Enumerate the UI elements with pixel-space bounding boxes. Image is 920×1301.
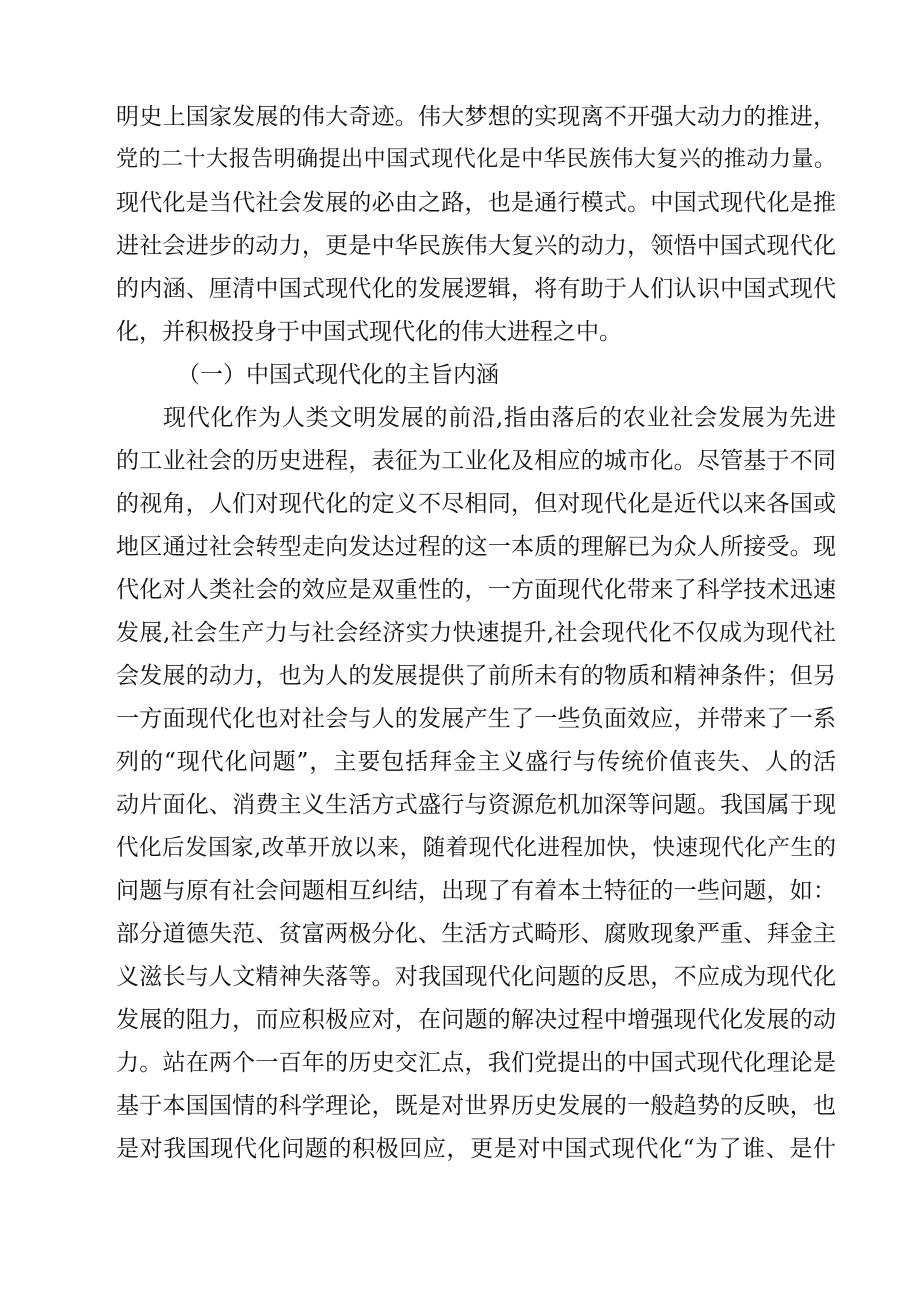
paragraph-line: 现代化作为人类文明发展的前沿,指由落后的农业社会发展为先进 — [163, 405, 836, 431]
paragraph-line: 一方面现代化也对社会与人的发展产生了一些负面效应，并带来了一系 — [116, 706, 836, 732]
paragraph-line: 发展,社会生产力与社会经济实力快速提升,社会现代化不仅成为现代社 — [116, 620, 836, 646]
paragraph-line: 基于本国国情的科学理论，既是对世界历史发展的一般趋势的反映，也 — [116, 1093, 836, 1119]
paragraph-line: 力。站在两个一百年的历史交汇点，我们党提出的中国式现代化理论是 — [116, 1050, 836, 1076]
paragraph-line: 进社会进步的动力，更是中华民族伟大复兴的动力，领悟中国式现代化 — [116, 233, 836, 259]
paragraph-line: 会发展的动力，也为人的发展提供了前所未有的物质和精神条件；但另 — [116, 663, 836, 689]
paragraph-line: 代化后发国家,改革开放以来，随着现代化进程加快，快速现代化产生的 — [116, 835, 836, 861]
paragraph-line: 代化对人类社会的效应是双重性的，一方面现代化带来了科学技术迅速 — [116, 577, 836, 603]
paragraph-line: 地区通过社会转型走向发达过程的这一本质的理解已为众人所接受。现 — [116, 534, 836, 560]
section-heading: （一）中国式现代化的主旨内涵 — [177, 362, 499, 388]
paragraph-line: 问题与原有社会问题相互纠结，出现了有着本土特征的一些问题，如： — [116, 878, 836, 904]
paragraph-line: 的视角，人们对现代化的定义不尽相同，但对现代化是近代以来各国或 — [116, 491, 836, 517]
paragraph-line: 化，并积极投身于中国式现代化的伟大进程之中。 — [116, 319, 622, 345]
paragraph-line: 现代化是当代社会发展的必由之路，也是通行模式。中国式现代化是推 — [116, 190, 836, 216]
paragraph-line: 的内涵、厘清中国式现代化的发展逻辑，将有助于人们认识中国式现代 — [116, 276, 836, 302]
paragraph-line: 列的“现代化问题”，主要包括拜金主义盛行与传统价值丧失、人的活 — [116, 749, 836, 775]
paragraph-line: 部分道德失范、贫富两极分化、生活方式畸形、腐败现象严重、拜金主 — [116, 921, 836, 947]
paragraph-line: 是对我国现代化问题的积极回应，更是对中国式现代化“为了谁、是什 — [116, 1136, 836, 1162]
paragraph-line: 党的二十大报告明确提出中国式现代化是中华民族伟大复兴的推动力量。 — [116, 147, 836, 172]
paragraph-line: 发展的阻力，而应积极应对，在问题的解决过程中增强现代化发展的动 — [116, 1007, 836, 1033]
paragraph-line: 义滋长与人文精神失落等。对我国现代化问题的反思，不应成为现代化 — [116, 964, 836, 990]
paragraph-line: 动片面化、消费主义生活方式盛行与资源危机加深等问题。我国属于现 — [116, 792, 836, 818]
paragraph-line: 的工业社会的历史进程，表征为工业化及相应的城市化。尽管基于不同 — [116, 448, 836, 474]
paragraph-line: 明史上国家发展的伟大奇迹。伟大梦想的实现离不开强大动力的推进， — [116, 104, 836, 130]
